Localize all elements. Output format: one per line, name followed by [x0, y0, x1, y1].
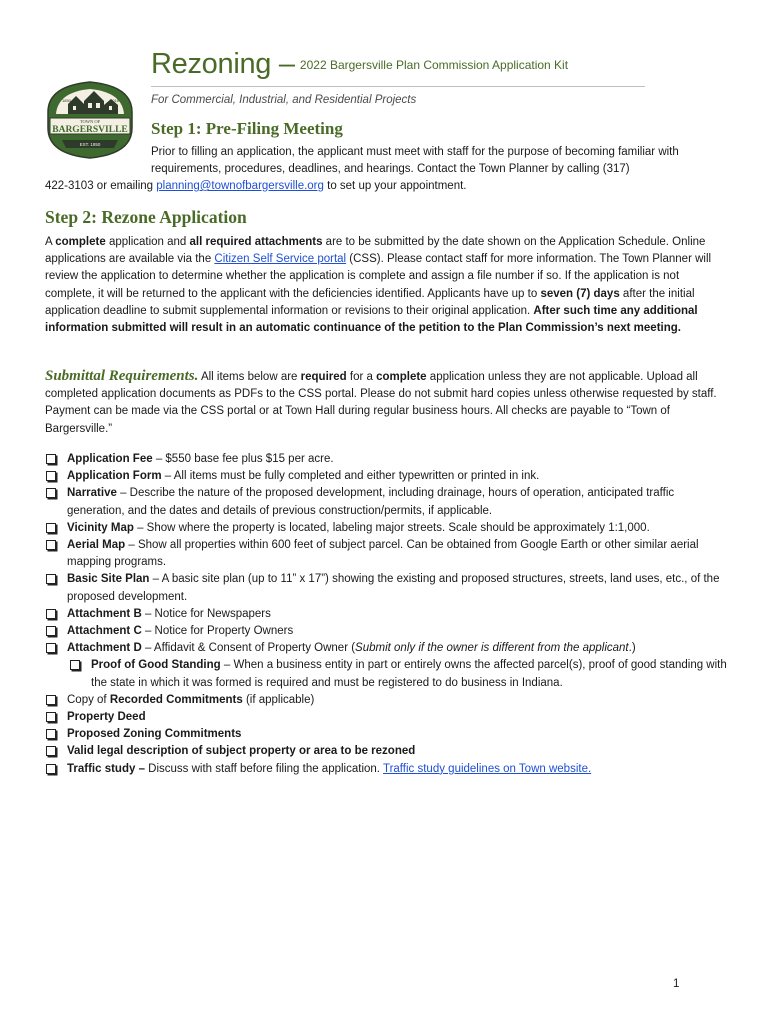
submittal-t1: All items below are — [200, 371, 298, 383]
checklist-item — [45, 571, 727, 605]
item-text: – Show where the property is located, labeling major streets. Scale should be approximately 1:1,000. — [133, 521, 650, 534]
item-tail: .) — [628, 642, 636, 655]
css-portal-link[interactable]: Citizen Self Service portal — [214, 253, 347, 266]
checkbox-icon[interactable] — [46, 712, 56, 722]
checklist-item — [45, 623, 727, 640]
step2-b3: seven (7) days — [540, 287, 620, 300]
traffic-guidelines-link[interactable]: Traffic study guidelines on Town website. — [382, 762, 592, 775]
page-number: 1 — [673, 978, 680, 990]
checklist-item — [45, 520, 727, 537]
subtitle: For Commercial, Industrial, and Residential Projects — [151, 94, 417, 106]
logo-bottom-text: EST. 1850 — [79, 142, 101, 147]
item-title: Recorded Commitments — [109, 693, 243, 706]
step2-t2: application and — [108, 236, 187, 248]
item-text: (if applicable) — [242, 693, 315, 706]
step2-b2: all required attachments — [189, 236, 323, 248]
checkbox-icon[interactable] — [46, 729, 56, 739]
submittal-lead: Submittal Requirements. — [45, 368, 199, 384]
item-text: – Affidavit & Consent of Property Owner ( — [141, 642, 356, 655]
checkbox-icon[interactable] — [46, 609, 56, 619]
checkbox-icon[interactable] — [46, 471, 56, 481]
item-pre: Copy of — [67, 693, 110, 706]
checkbox-icon[interactable] — [46, 574, 56, 584]
checklist-item — [45, 709, 727, 726]
checkbox-icon[interactable] — [70, 660, 80, 670]
checkbox-icon[interactable] — [46, 626, 56, 636]
checklist-item — [45, 761, 727, 778]
town-logo — [44, 74, 136, 160]
item-text: – Show all properties within 600 feet of subject parcel. Can be obtained from Google Earth or other similar aerial mapping programs. — [67, 539, 699, 569]
submittal-t3: application unless they are not applicable. Upload all completed application documents as PDFs to the CSS portal. Please do not submit hard copies unless otherwise requested by staff. Payment can be made via the CSS portal or at Town Hall during regular business hours. All checks are payable to “Town of Bargersville.” — [45, 371, 717, 435]
item-title: Narrative — [67, 487, 117, 500]
item-title: Valid legal description of subject property or area to be rezoned — [67, 745, 416, 758]
item-title: Property Deed — [67, 711, 146, 724]
step2-t1: A — [45, 236, 53, 248]
step1-text-c: to set up your appointment. — [327, 180, 467, 192]
item-text: – All items must be fully completed and either typewritten or printed in ink. — [161, 470, 540, 483]
checklist-item — [45, 485, 727, 519]
page-title: Rezoning – — [151, 48, 295, 80]
item-title: Basic Site Plan — [67, 573, 150, 586]
item-title: Aerial Map — [67, 539, 126, 552]
email-link[interactable]: planning@townofbargersville.org — [156, 180, 324, 192]
step1-contact — [45, 178, 725, 195]
checklist-item — [45, 726, 727, 743]
item-italic: Submit only if the owner is different from the applicant — [355, 642, 629, 655]
logo-name: BARGERSVILLE — [52, 125, 128, 135]
checklist-item — [45, 451, 727, 468]
checkbox-icon[interactable] — [46, 540, 56, 550]
logo-top-text: TOWN OF — [79, 119, 101, 124]
step2-b4: After such time any additional information submitted will result in an automatic continuance of the petition to the Plan Commission’s next meeting. — [45, 304, 698, 335]
item-title: Proof of Good Standing — [91, 659, 221, 672]
checklist-subitem — [69, 657, 727, 691]
checkbox-icon[interactable] — [46, 523, 56, 533]
submittal-b2: complete — [376, 371, 427, 383]
checkbox-icon[interactable] — [46, 746, 56, 756]
kit-title: 2022 Bargersville Plan Commission Application Kit — [299, 58, 569, 72]
item-title: Attachment D — [67, 642, 142, 655]
checklist-item — [45, 640, 727, 657]
step2-heading: Step 2: Rezone Application — [45, 207, 247, 227]
step2-t5: after the initial application deadline to submit supplemental information or revisions to their original application. — [45, 287, 695, 317]
step2-b1: complete — [55, 236, 106, 248]
checkbox-icon[interactable] — [46, 695, 56, 705]
item-text: – Describe the nature of the proposed development, including drainage, hours of operation, anticipated traffic generation, and the dates and details of previous construction/permits, if applicable. — [67, 487, 675, 517]
step1-text: Prior to filling an application, the applicant must meet with staff for the purpose of becoming familiar with requirements, procedures, deadlines, and hearings. Contact the Town Planner by calling (317) — [151, 146, 679, 175]
step2-t3: are to be submitted by the date shown on the Application Schedule. Online applications are available via the — [45, 236, 706, 266]
item-title: Attachment C — [67, 625, 142, 638]
item-title: Application Fee — [67, 453, 153, 465]
requirements-checklist — [45, 451, 727, 778]
logo-ribbon-right: 2016 — [110, 98, 119, 103]
submittal-b1: required — [300, 371, 347, 383]
checklist-item — [45, 468, 727, 485]
item-title: Application Form — [67, 470, 162, 483]
logo-ribbon-left: 1850 — [62, 98, 71, 103]
item-text: – A basic site plan (up to 11” x 17”) showing the existing and proposed structures, streets, land uses, etc., of the proposed development. — [67, 573, 720, 603]
checkbox-icon[interactable] — [46, 454, 56, 464]
item-text: – Notice for Property Owners — [141, 625, 294, 638]
step2-paragraph — [45, 234, 727, 337]
item-text: – $550 base fee plus $15 per acre. — [152, 453, 334, 465]
checklist-item — [45, 743, 727, 760]
item-title: Proposed Zoning Commitments — [67, 728, 242, 741]
checkbox-icon[interactable] — [46, 764, 56, 774]
item-title: Vicinity Map — [67, 521, 134, 534]
checklist-item — [45, 537, 727, 571]
item-text: – When a business entity in part or entirely owns the affected parcel(s), proof of good standing with the state in which it was formed is required and must be registered to do business in Indiana. — [91, 659, 727, 689]
step1-heading: Step 1: Pre-Filing Meeting — [151, 119, 343, 138]
item-title: Attachment B — [67, 607, 142, 620]
document-header — [151, 48, 645, 87]
item-title: Traffic study – — [67, 762, 145, 775]
submittal-t2: for a — [349, 371, 373, 383]
checklist-item — [45, 606, 727, 623]
checklist-item — [45, 692, 727, 709]
step2-t4: (CSS). Please contact staff for more information. The Town Planner will review the application to determine whether the application is complete and assign a file number if so. If the application is not complete, it will be returned to the applicant with the deficiencies identified. Applicants have up to — [45, 253, 712, 300]
checkbox-icon[interactable] — [46, 488, 56, 498]
checkbox-icon[interactable] — [46, 643, 56, 653]
item-text: – Notice for Newspapers — [141, 607, 271, 620]
item-text: Discuss with staff before filing the application. — [144, 762, 383, 775]
step1-text-b: 422-3103 or emailing — [45, 180, 154, 192]
submittal-requirements — [45, 368, 727, 438]
